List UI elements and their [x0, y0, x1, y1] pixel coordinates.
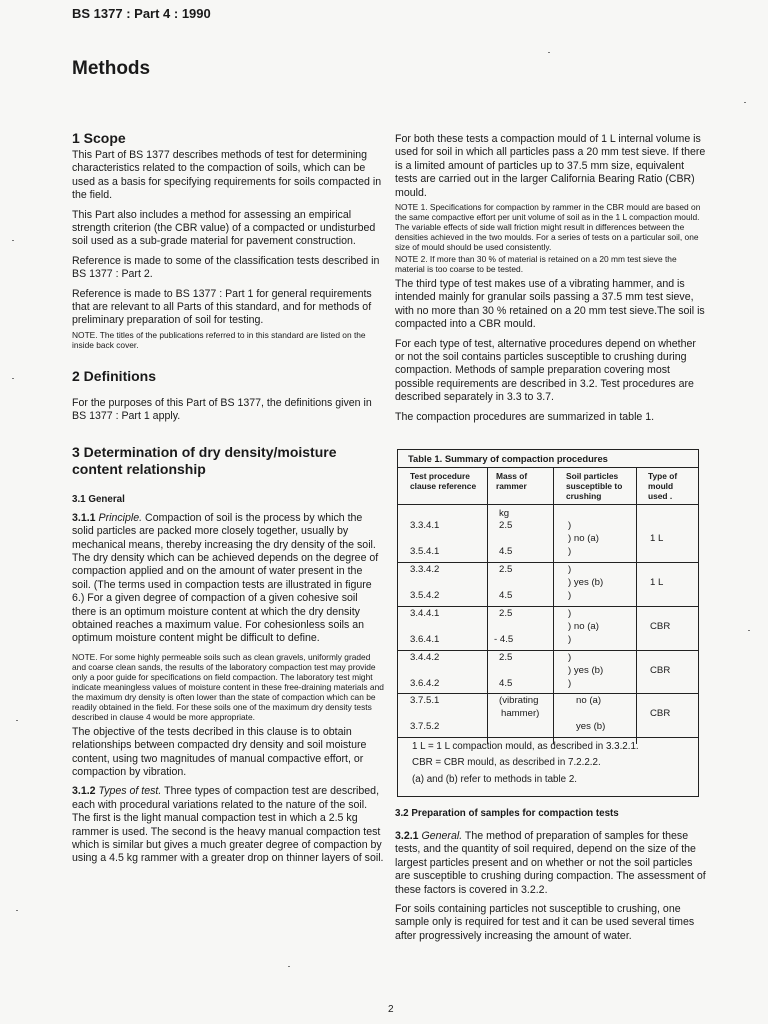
- summary-reference-paragraph: The compaction procedures are summarized in table 1.: [395, 410, 655, 423]
- table-caption: Table 1. Summary of compaction procedures: [408, 453, 608, 464]
- table-row-ref: 3.5.4.2: [410, 590, 440, 601]
- scan-speck: [12, 240, 14, 241]
- crushing-value: yes (b): [576, 721, 606, 732]
- mould-type: CBR: [650, 665, 671, 676]
- general-text: The method of preparation of samples for these tests, and the quantity of soil required, depend on the size of the largest particles present and on whether or not the soil particles are susceptible to crushing during compaction. The assessment of these factors is covered in 3.2.2.: [395, 830, 706, 896]
- types-of-test-label: Types of test.: [98, 785, 162, 798]
- scope-paragraph-2: This Part also includes a method for assessing an empirical strength criterion (the CBR value) of a compacted or undisturbed soil used as a sub-grade material for pavement construction.: [72, 208, 376, 248]
- mould-type: CBR: [650, 708, 671, 719]
- table-row-mass: 4.5: [499, 678, 513, 689]
- section-2-heading: 2 Definitions: [72, 367, 157, 384]
- right-column-bottom: [395, 808, 707, 949]
- scan-speck: [12, 378, 14, 379]
- table-row-mass: - 4.5: [494, 634, 514, 645]
- table-footnote: CBR = CBR mould, as described in 7.2.2.2.: [412, 757, 601, 768]
- crushing-value: ) yes (b): [568, 577, 604, 588]
- crushing-value: ) yes (b): [568, 665, 604, 676]
- header-type-of-mould: Type of mould used .: [648, 471, 678, 501]
- table-row-ref: 3.7.5.2: [410, 721, 440, 732]
- non-crushing-paragraph: For soils containing particles not susceptible to crushing, one sample only is required for test and it can be used several times after progressively increasing the amount of water.: [395, 903, 695, 942]
- general-label: General.: [421, 830, 463, 842]
- section-1-heading: 1 Scope: [72, 130, 126, 146]
- crushing-value: ) no (a): [568, 533, 599, 544]
- crushing-value: no (a): [576, 695, 602, 706]
- definitions-paragraph: For the purposes of this Part of BS 1377, the definitions given in BS 1377 : Part 1 apply.: [72, 396, 372, 423]
- header-test-procedure: Test procedure clause reference: [410, 471, 477, 491]
- types-of-test-text: Three types of compaction test are described, each with procedural variations related to the nature of the soil. The first is the light manual compaction test in which a 2.5 kg rammer is used. The second is the heavy manual compaction test which is similar but gives a much greater degree of compaction by using a 4.5 kg rammer with a greater drop on thinner layers of soil.: [72, 785, 384, 865]
- unit-kg: kg: [499, 508, 510, 519]
- table-row-mass: hammer): [501, 708, 540, 719]
- scan-speck: [288, 966, 290, 967]
- scope-paragraph-4: Reference is made to BS 1377 : Part 1 for general requirements that are relevant to all Parts of this standard, and for methods of preliminary preparation of soil for testing.: [72, 287, 372, 327]
- right-column-top: [395, 133, 707, 430]
- table-row-mass: 4.5: [499, 590, 513, 601]
- table-row-mass: 4.5: [499, 546, 513, 557]
- types-of-test-paragraph: [72, 785, 384, 865]
- procedures-paragraph: For each type of test, alternative procedures depend on whether or not the soil contains particles susceptible to crushing during compaction. Methods of sample preparation covering most possible requirements are described in 3.2. Test procedures are described separately in 3.3 to 3.7.: [395, 337, 696, 404]
- left-column: [72, 130, 384, 872]
- scan-speck: [16, 910, 18, 911]
- principle-paragraph: [72, 512, 384, 646]
- scope-note: NOTE. The titles of the publications referred to in this standard are listed on the inside back cover.: [72, 329, 366, 350]
- crushing-value: ) no (a): [568, 621, 599, 632]
- scan-speck: [744, 102, 746, 103]
- header-soil-particles: Soil particles susceptible to crushing: [566, 471, 623, 501]
- principle-note: NOTE. For some highly permeable soils such as clean gravels, uniformly graded and coarse clean sands, the results of the laboratory compaction test may provide only a poor guide for specifications on field compaction. The laboratory test might indicate meaningless values of moisture content in these free-draining materials and the maximum dry density is often lower than the state of compaction which can be readily obtained in the field. For these soils one of the maximum dry density tests described in clause 4 would be more appropriate.: [72, 651, 384, 722]
- scope-paragraph-3: Reference is made to some of the classification tests described in BS 1377 : Part 2.: [72, 254, 380, 281]
- table-row-ref: 3.4.4.1: [410, 608, 440, 619]
- standard-reference: BS 1377 : Part 4 : 1990: [72, 6, 211, 21]
- table-row-ref: 3.3.4.1: [410, 520, 440, 531]
- section-3-1-heading: 3.1 General: [72, 493, 125, 505]
- principle-text: Compaction of soil is the process by which the solid particles are packed more closely together, usually by mechanical means, thereby increasing the dry density of the soil. The dry density which can be achieved depends on the degree of compaction applied and on the amount of water present in the soil. (The terms used in compaction tests are illustrated in figure 6.) For a given degree of compaction of a given cohesive soil there is an optimum moisture content at which the dry density obtained reaches a maximum value. For cohesionless soils an optimum moisture content might be difficult to define.: [72, 511, 379, 645]
- page-number: 2: [388, 1004, 394, 1015]
- table-row-mass: 2.5: [499, 652, 513, 663]
- table-row-mass: (vibrating: [499, 695, 539, 706]
- table-row-ref: 3.6.4.2: [410, 678, 440, 689]
- page-title: Methods: [72, 58, 151, 79]
- header-mass-of-rammer: Mass of rammer: [496, 471, 528, 491]
- vibrating-hammer-paragraph: The third type of test makes use of a vibrating hammer, and is intended mainly for granular soils passing a 37.5 mm test sieve, with no more than 30 % retained on a 20 mm test sieve.The soil is compacted into a CBR mould.: [395, 278, 705, 331]
- clause-3-1-2-number: 3.1.2: [72, 785, 96, 798]
- table-row-ref: 3.4.4.2: [410, 652, 440, 663]
- table-row-ref: 3.3.4.2: [410, 564, 440, 575]
- table-row-mass: 2.5: [499, 608, 513, 619]
- scan-speck: [16, 720, 18, 721]
- scope-paragraph-1: This Part of BS 1377 describes methods of test for determining characteristics related to the compaction of soils, which can be used as a basis for specifying requirements for soils compacted in the field.: [72, 149, 382, 202]
- mould-paragraph: For both these tests a compaction mould of 1 L internal volume is used for soil in which all particles pass a 20 mm test sieve. If there is a limited amount of particles up to 37.5 mm size, equivalent tests are carried out in the larger California Bearing Ratio (CBR) mould.: [395, 133, 706, 199]
- table-row-ref: 3.6.4.1: [410, 634, 440, 645]
- table-row-mass: 2.5: [499, 520, 513, 531]
- table-footnote: 1 L = 1 L compaction mould, as described in 3.3.2.1.: [412, 741, 639, 752]
- compaction-procedures-table: Table 1. Summary of compaction procedures Test procedure clause reference Mass of rammer Soil particles susceptible to crushing Type of mould used . kg 3.3.4.1 2.5 3.5.4.1 4.5 ) ) no (a) ) 1 L 3.3.4.2 2.5 3.5.4.2 4.5 ) ) yes (b) ) 1 L 3.4.4.1 2.5 3.6.4.1 - 4.5 ) ) no (a) ) CBR 3.4.4.2 2.5 3.6.4.2 4.5 ) ) yes (b) ) CBR 3.7.5.1 (vibrating 3.7.5.2 hammer) no (a) yes (b) CBR 1 L = 1 L compaction mould, as described in 3.3.2.1. CBR = CBR mould, as described in 7.2.2.2. (a) and (b) refer to methods in table 2.: [397, 449, 699, 797]
- note-2: NOTE 2. If more than 30 % of material is retained on a 20 mm test sieve the material is too coarse to be tested.: [395, 254, 677, 275]
- section-3-2-heading: 3.2 Preparation of samples for compaction tests: [395, 808, 619, 819]
- principle-label: Principle.: [98, 511, 143, 524]
- note-1: NOTE 1. Specifications for compaction by rammer in the CBR mould are based on the same compactive effort per unit volume of soil as in the 1 L compaction mould. The variable effects of side wall friction might result in differences between the densities achieved in the two moulds. For a series of tests on a particular soil, one size of mould should be used consistently.: [395, 202, 701, 253]
- table-row-mass: 2.5: [499, 564, 513, 575]
- preparation-general-paragraph: [395, 830, 707, 897]
- mould-type: CBR: [650, 621, 671, 632]
- mould-type: 1 L: [650, 577, 664, 588]
- scan-speck: [548, 52, 550, 53]
- section-3-heading: 3 Determination of dry density/moisture content relationship: [72, 443, 337, 477]
- table-row-ref: 3.7.5.1: [410, 695, 440, 706]
- mould-type: 1 L: [650, 533, 664, 544]
- scan-speck: [748, 630, 750, 631]
- objective-paragraph: The objective of the tests decribed in this clause is to obtain relationships between compacted dry density and soil moisture content, using two magnitudes of manual compactive effort, or compaction by vibration.: [72, 725, 367, 778]
- clause-3-1-1-number: 3.1.1: [72, 511, 96, 524]
- clause-3-2-1-number: 3.2.1: [395, 830, 419, 842]
- table-footnote: (a) and (b) refer to methods in table 2.: [412, 774, 577, 785]
- table-row-ref: 3.5.4.1: [410, 546, 440, 557]
